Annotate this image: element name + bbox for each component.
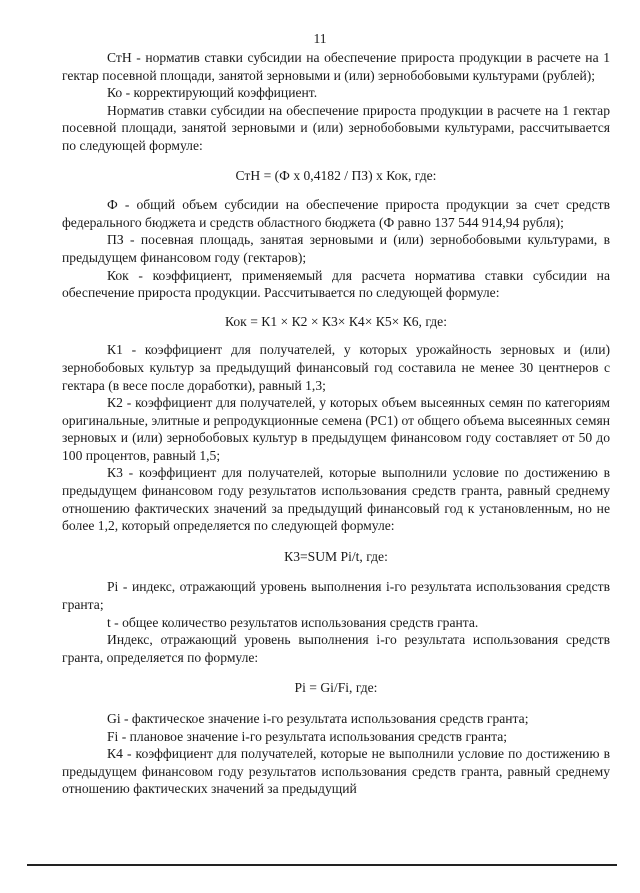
paragraph-pz-definition: ПЗ - посевная площадь, занятая зерновыми и (или) зернобобовыми культурами, в предыдущем финансовом году (гектаров); (62, 232, 610, 265)
paragraph-k2-definition: К2 - коэффициент для получателей, у которых объем высеянных семян по категориям оригинальные, элитные и репродукционные семена (РС1) от общего объема высеянных семян зерновых и (или) зернобобовых культур в предыдущем финансовом году составляет от 50 до 100 процентов, равный 1,5; (62, 395, 610, 463)
paragraph-fi-definition: Fi - плановое значение i-го результата использования средств гранта; (107, 728, 508, 744)
paragraph-k3-definition: К3 - коэффициент для получателей, которые выполнили условие по достижению в предыдущем финансовом году результатов использования средств гранта, равный среднему отношению фактических значений за предыдущий финансовый год к установленным, но не более 1,2, который определяется по следующей формуле: (62, 465, 610, 534)
paragraph-k1-definition: К1 - коэффициент для получателей, у которых урожайность зерновых и (или) зернобобовых культур за предыдущий финансовый год составила не менее 30 центнеров с гектара (в весе после доработки), равный 1,3; (62, 342, 610, 393)
paragraph-kok-definition: Кок - коэффициент, применяемый для расчета норматива ставки субсидии на обеспечение прироста продукции. Рассчитывается по следующей формуле: (62, 267, 610, 301)
paragraph-k4-definition: К4 - коэффициент для получателей, которые не выполнили условие по достижению в предыдущем финансовом году результатов использования средств гранта, равный среднему отношению фактических значений за предыдущий (62, 746, 610, 797)
page-bottom-rule (27, 864, 617, 866)
formula-pi: Pi = Gi/Fi, где: (294, 680, 378, 696)
paragraph-f-definition: Ф - общий объем субсидии на обеспечение прироста продукции за счет средств федерального бюджета и средств областного бюджета (Ф равно 137 544 914,94 рубля); (62, 197, 610, 230)
paragraph-norm-intro: Норматив ставки субсидии на обеспечение прироста продукции в расчете на 1 гектар посевной площади, занятой зерновыми и (или) зернобобовыми культурами, рассчитывается по следующей формуле: (62, 102, 610, 153)
paragraph-index-intro: Индекс, отражающий уровень выполнения i-го результата использования средств гранта, определяется по формуле: (62, 632, 610, 665)
page-number: 11 (313, 31, 327, 46)
document-body (62, 49, 610, 798)
paragraph-stn-definition: СтН - норматив ставки субсидии на обеспечение прироста продукции в расчете на 1 гектар посевной площади, занятой зерновыми и (или) зернобобовыми культурами (рублей); (62, 50, 610, 83)
paragraph-gi-definition: Gi - фактическое значение i-го результата использования средств гранта; (107, 711, 529, 726)
formula-kok: Кок = К1 × К2 × К3× К4× К5× К6, где: (225, 313, 447, 329)
paragraph-pi-definition: Pi - индекс, отражающий уровень выполнения i-го результата использования средств гранта; (62, 579, 610, 613)
formula-k3: К3=SUM Pi/t, где: (284, 548, 388, 564)
paragraph-t-definition: t - общее количество результатов использования средств гранта. (107, 614, 479, 630)
paragraph-ko-definition: Ко - корректирующий коэффициент. (107, 85, 318, 101)
formula-stn: СтН = (Ф х 0,4182 / ПЗ) х Кок, где: (235, 167, 437, 183)
